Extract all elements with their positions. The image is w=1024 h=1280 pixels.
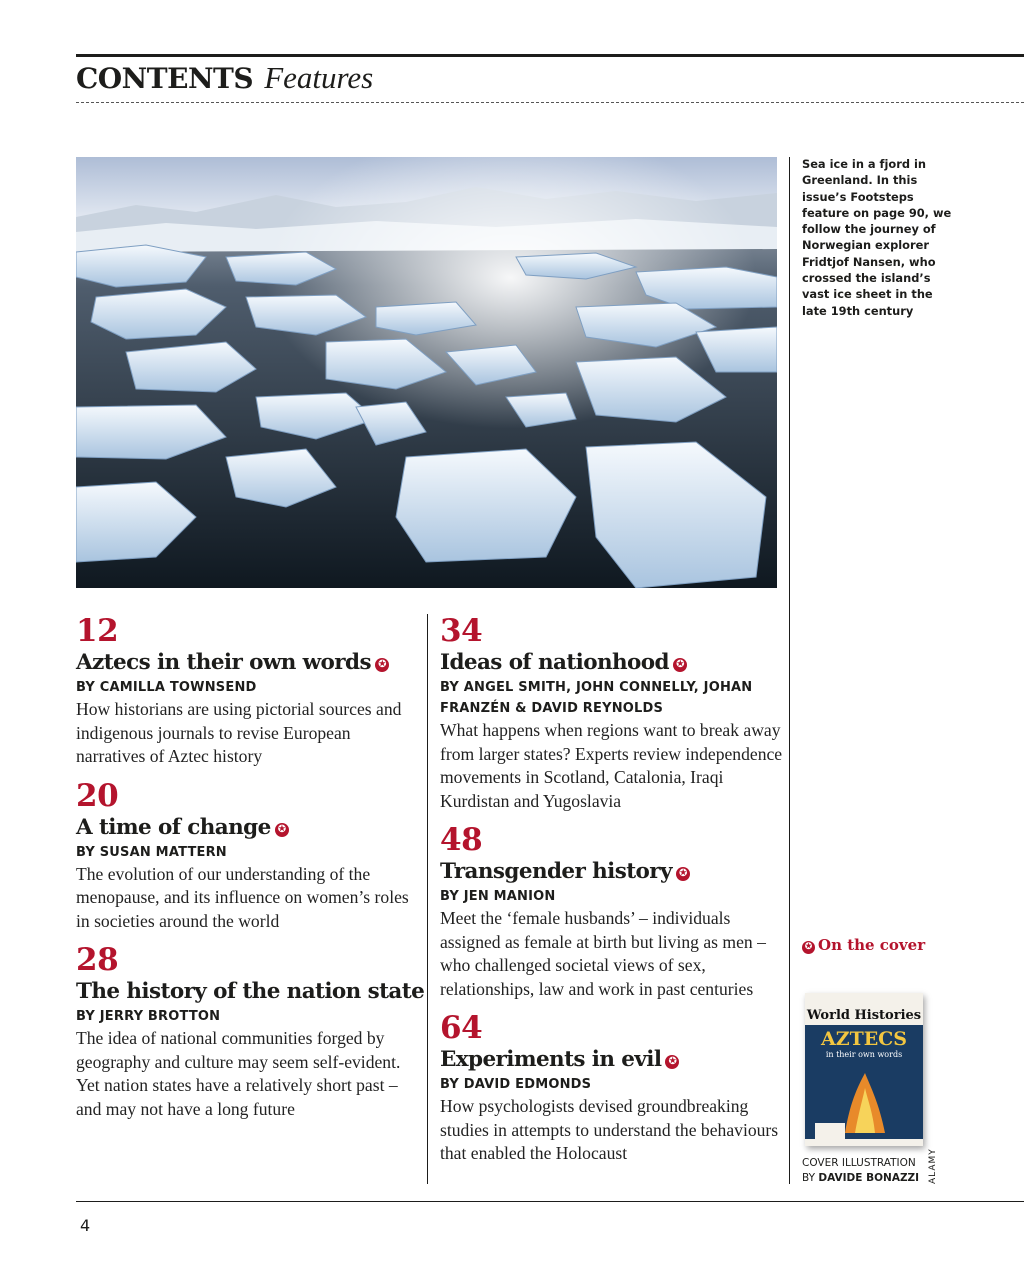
article-page-number: 48: [440, 822, 483, 858]
photo-credit: ALAMY: [928, 1148, 938, 1184]
page-header: [76, 60, 373, 100]
section-title: CONTENTS: [76, 62, 254, 95]
article-description: The idea of national communities forged by geography and culture may seem self-evident. Yet nation states have a relatively short past – and may not have a long future: [76, 1028, 401, 1119]
cover-brand: World Histories: [806, 1008, 922, 1023]
article-description: The evolution of our understanding of the menopause, and its influence on women’s roles in societies around the world: [76, 863, 409, 931]
column-divider: [427, 614, 428, 1184]
hero-caption: Sea ice in a fjord in Greenland. In this issue’s Footsteps feature on page 90, we follow the journey of Norwegian explorer Fridtjof Nansen, who crossed the island’s vast ice sheet in the late 19th century: [802, 157, 952, 318]
article-title[interactable]: The history of the nation state: [76, 979, 425, 1004]
article-byline: BY DAVID EDMONDS: [440, 1077, 592, 1092]
article-byline: BY JEN MANION: [440, 889, 556, 904]
article-description: How historians are using pictorial sources and indigenous journals to revise European narratives of Aztec history: [76, 699, 402, 766]
article-description: Meet the ‘female husbands’ – individuals assigned as female at birth but living as men – who challenged societal views of sex, relationships, law and work in past centuries: [440, 908, 766, 999]
top-rule: [76, 54, 1024, 57]
article-entry[interactable]: [440, 1011, 785, 1166]
article-title[interactable]: [440, 857, 785, 886]
hero-photo: [76, 157, 777, 588]
article-entry[interactable]: [440, 614, 785, 813]
cover-headline: AZTECS: [820, 1028, 908, 1050]
cover-credit: [802, 1156, 919, 1186]
star-circle-icon: ✪: [676, 867, 690, 881]
star-circle-icon: ✪: [802, 941, 815, 954]
cover-subheadline: in their own words: [825, 1050, 903, 1059]
cover-artwork: [805, 993, 923, 1146]
cover-thumbnail[interactable]: [805, 993, 923, 1146]
cover-credit-name: DAVIDE BONAZZI: [818, 1172, 920, 1184]
article-entry[interactable]: [440, 823, 785, 1001]
section-subtitle: Features: [264, 60, 374, 95]
articles-left-column: [76, 613, 425, 1131]
article-byline: BY CAMILLA TOWNSEND: [76, 680, 257, 695]
article-entry[interactable]: [76, 779, 416, 934]
article-title[interactable]: [440, 648, 785, 677]
article-page-number: 34: [440, 613, 483, 649]
header-dashed-rule: [76, 102, 1024, 103]
article-entry[interactable]: [76, 942, 425, 1121]
articles-right-column: [440, 614, 785, 1176]
article-title[interactable]: [76, 648, 416, 677]
article-title-text: Ideas of nationhood: [440, 650, 669, 675]
article-description: What happens when regions want to break away from larger states? Experts review independence movements in Scotland, Catalonia, Iraqi Kurdistan and Yugoslavia: [440, 720, 783, 811]
article-title-text: Experiments in evil: [440, 1047, 662, 1072]
footer-rule: [76, 1201, 1024, 1202]
cover-credit-line: COVER ILLUSTRATION: [802, 1157, 916, 1169]
star-circle-icon: ✪: [375, 658, 389, 672]
sidebar-divider: [789, 157, 790, 1184]
article-byline: BY ANGEL SMITH, JOHN CONNELLY, JOHAN FRANZÉN & DAVID REYNOLDS: [440, 680, 753, 716]
article-page-number: 12: [76, 613, 119, 649]
article-byline: BY SUSAN MATTERN: [76, 844, 227, 860]
star-circle-icon: ✪: [673, 658, 687, 672]
article-description: How psychologists devised groundbreaking studies in attempts to understand the behaviours that enabled the Holocaust: [440, 1096, 779, 1163]
page-number: 4: [80, 1216, 91, 1235]
star-circle-icon: ✪: [665, 1055, 679, 1069]
article-title[interactable]: [76, 813, 416, 842]
on-the-cover-label: [802, 935, 952, 956]
article-title-text: A time of change: [76, 814, 271, 840]
cover-credit-by: BY: [802, 1172, 816, 1184]
sea-ice-illustration: [76, 157, 777, 588]
article-page-number: 64: [440, 1010, 483, 1046]
article-page-number: 28: [76, 942, 119, 978]
article-title[interactable]: [440, 1045, 785, 1074]
article-title-text: Aztecs in their own words: [76, 650, 371, 675]
article-page-number: 20: [76, 777, 119, 814]
article-byline: BY JERRY BROTTON: [76, 1009, 221, 1024]
star-circle-icon: ✪: [275, 823, 289, 837]
article-title-text: Transgender history: [440, 859, 672, 884]
article-entry[interactable]: [76, 614, 416, 769]
cover-credit-name-line: [802, 1171, 919, 1186]
on-the-cover-text: On the cover: [818, 936, 926, 954]
